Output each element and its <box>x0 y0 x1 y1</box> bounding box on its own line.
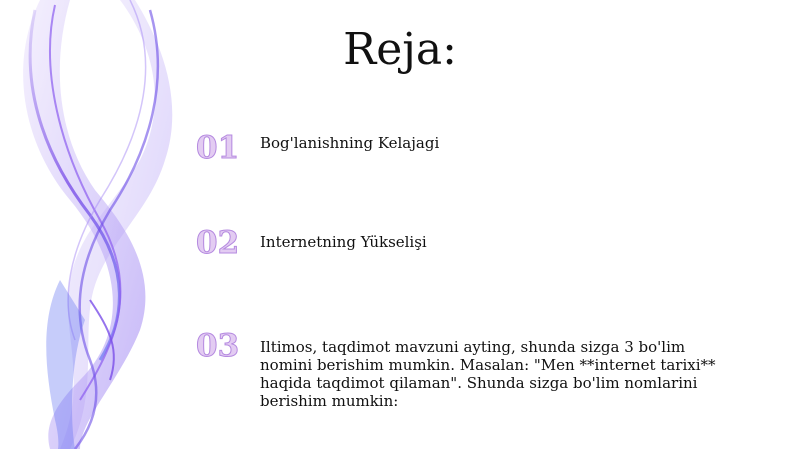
item-text: Iltimos, taqdimot mavzuni ayting, shunda sizga 3 bo'lim nomini berishim mumkin. Masalan: "Men **internet tarixi** haqida taqdimot qilaman". Shunda sizga bo'lim nomlarini berishim mumkin: <box>260 338 716 410</box>
item-number: 03 <box>196 328 240 364</box>
item-number: 02 <box>196 225 240 261</box>
item-text: Internetning Yükselişi <box>260 233 427 251</box>
item-number: 01 <box>196 130 240 166</box>
item-text: Bog'lanishning Kelajagi <box>260 134 440 152</box>
decorative-ribbon <box>0 0 220 449</box>
slide-title: Reja: <box>343 24 457 75</box>
